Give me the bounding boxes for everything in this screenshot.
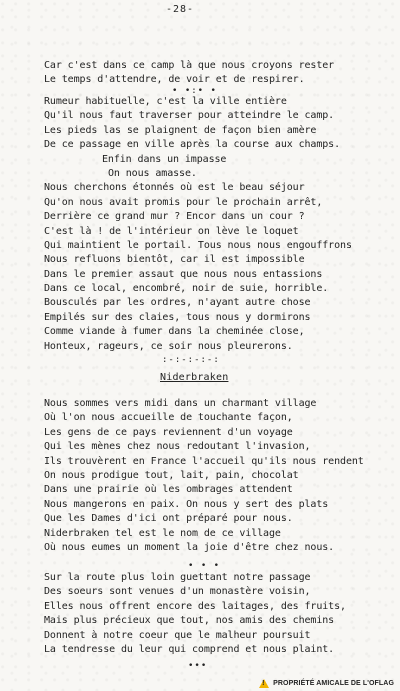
verse-line: C'est là ! de l'intérieur on lève le loquet: [44, 225, 299, 237]
verse-line: Le temps d'attendre, de voir et de respirer.: [44, 74, 305, 86]
verse-line: Qui maintient le portail. Tous nous nous engouffrons: [44, 239, 352, 251]
verse-line: On nous prodigue tout, lait, pain, chocolat: [44, 469, 299, 481]
verse-line: Derrière ce grand mur ? Encor dans un cour ?: [44, 211, 305, 223]
verse-line: Nous refluons bientôt, car il est impossible: [44, 254, 305, 266]
verse-line: Nous sommes vers midi dans un charmant village: [44, 398, 317, 409]
verse-line: De ce passage en ville après la course aux champs.: [44, 139, 341, 151]
separator-ornament: • •:• •: [172, 86, 217, 96]
verse-line: Bousculés par les ordres, n'ayant autre chose: [44, 297, 311, 309]
stanza-3: [44, 397, 396, 555]
verse-line: Enfin dans un impasse: [102, 153, 227, 165]
verse-line: Où l'on nous accueille de touchante façon,: [44, 412, 293, 424]
verse-line: Dans ce local, encombré, noir de suie, horrible.: [44, 283, 329, 295]
separator-ornament: •••: [188, 661, 208, 671]
verse-line: Empilés sur des claies, tous nous y dormirons: [44, 311, 311, 323]
stanza-1: [44, 59, 396, 88]
verse-line: Comme viande à fumer dans la cheminée close,: [44, 326, 305, 338]
verse-line: Sur la route plus loin guettant notre passage: [44, 572, 311, 583]
verse-line: Dans le premier assaut que nous nous entassions: [44, 268, 323, 280]
separator-ornament: • • •: [188, 561, 221, 571]
page-number: -28-: [165, 4, 195, 15]
verse-line: Nous mangerons en paix. On nous y sert des plats: [44, 498, 329, 510]
stanza-2: [44, 95, 396, 354]
footer-text: PROPRIÉTÉ AMICALE DE L'OFLAG: [273, 680, 394, 687]
verse-line: Que les Dames d'ici ont préparé pour nous.: [44, 513, 293, 525]
section-title: Niderbraken: [160, 372, 229, 383]
warning-icon: [259, 679, 269, 688]
separator-ornament: :-:-:-:-:: [162, 355, 220, 365]
verse-line: Nous cherchons étonnés où est le beau séjour: [44, 182, 305, 194]
verse-line: Mais plus précieux que tout, nos amis des chemins: [44, 615, 335, 627]
verse-line: Rumeur habituelle, c'est la ville entière: [44, 96, 287, 107]
verse-line: Elles nous offrent encore des laitages, des fruits,: [44, 600, 346, 612]
verse-line: Qu'on nous avait promis pour le prochain arrêt,: [44, 196, 323, 208]
verse-line: Les gens de ce pays reviennent d'un voyage: [44, 426, 293, 438]
verse-line: Les pieds las se plaignent de façon bien amère: [44, 124, 317, 136]
verse-line: Ils trouvèrent en France l'accueil qu'ils nous rendent: [44, 455, 364, 467]
verse-line: Dans une prairie où les ombrages attendent: [44, 484, 293, 496]
verse-line: Donnent à notre coeur que le malheur poursuit: [44, 629, 311, 641]
verse-line: Honteux, rageurs, ce soir nous pleurerons.: [44, 340, 293, 352]
verse-line: Qu'il nous faut traverser pour atteindre le camp.: [44, 110, 335, 122]
verse-line: Qui les mènes chez nous redoutant l'invasion,: [44, 441, 311, 453]
stanza-4: [44, 571, 396, 657]
verse-line: Car c'est dans ce camp là que nous croyons rester: [44, 60, 335, 71]
verse-line: Où nous eumes un moment la joie d'être chez nous.: [44, 541, 335, 553]
verse-line: La tendresse du leur qui comprend et nous plaint.: [44, 643, 335, 655]
footer-watermark: [259, 679, 394, 688]
verse-line: Niderbraken tel est le nom de ce village: [44, 527, 281, 539]
verse-line: Des soeurs sont venues d'un monastère voisin,: [44, 586, 311, 598]
verse-line: On nous amasse.: [108, 167, 197, 179]
